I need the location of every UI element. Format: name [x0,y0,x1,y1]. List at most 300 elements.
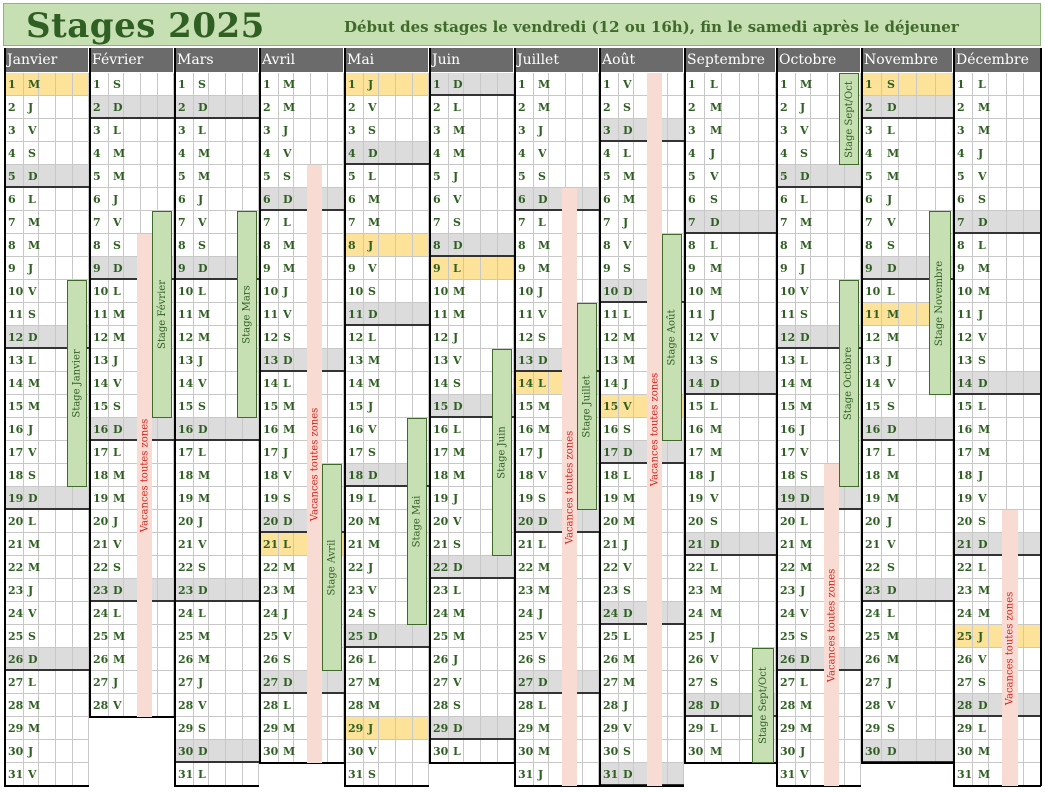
day-number: 13 [865,354,881,367]
stage-bar [492,349,512,556]
day-row [174,73,259,96]
day-letter: V [453,676,462,689]
day-number: 27 [263,676,279,689]
day-number: 3 [433,124,441,137]
grid-line [704,556,705,579]
grid-line [193,165,194,188]
day-number: 12 [433,331,449,344]
day-row [953,96,1041,119]
day-letter: M [978,285,991,298]
day-number: 8 [688,239,696,252]
grid-line [704,487,705,510]
grid-line [1006,464,1007,487]
vacances-bar [824,464,839,786]
stage-bar [152,211,172,418]
grid-line [810,303,811,326]
day-row [429,234,514,257]
grid-line [739,533,740,556]
day-number: 26 [957,653,973,666]
day-number: 29 [957,722,973,735]
grid-line [533,119,534,142]
day-row [684,211,776,234]
grid-line [582,142,583,165]
day-number: 19 [433,492,449,505]
grid-line [721,533,722,556]
day-number: 3 [780,124,788,137]
month-bottom-border [776,785,861,787]
stage-bar [67,280,87,487]
month-border [344,48,346,786]
grid-line [38,326,39,349]
day-letter: D [538,354,548,367]
day-letter: D [28,492,38,505]
day-letter: M [623,170,636,183]
day-letter: J [710,308,716,321]
day-number: 11 [263,308,279,321]
day-number: 26 [93,653,109,666]
grid-line [582,234,583,257]
grid-line [463,717,464,740]
day-letter: J [887,515,893,528]
grid-line [881,740,882,763]
day-letter: D [28,170,38,183]
grid-line [38,257,39,280]
grid-line [721,73,722,96]
grid-line [293,165,294,188]
grid-line [157,142,158,165]
day-number: 20 [348,515,364,528]
grid-line [23,96,24,119]
day-letter: V [28,768,37,781]
day-number: 2 [433,101,441,114]
day-number: 7 [518,216,526,229]
day-letter: D [887,584,897,597]
grid-line [157,487,158,510]
day-letter: S [28,308,36,321]
day-letter: M [710,423,723,436]
day-letter: S [453,538,461,551]
grid-line [412,349,413,372]
grid-line [795,142,796,165]
day-letter: J [800,101,806,114]
grid-line [55,73,56,96]
day-number: 18 [957,469,973,482]
grid-line [225,303,226,326]
grid-line [935,418,936,441]
grid-line [548,510,549,533]
day-row [599,73,684,96]
day-number: 14 [8,377,24,390]
day-letter: M [368,377,381,390]
day-row [344,119,429,142]
grid-line [739,464,740,487]
day-number: 23 [603,584,619,597]
day-row [953,188,1041,211]
grid-line [395,418,396,441]
day-number: 25 [8,630,24,643]
grid-line [721,395,722,418]
day-number: 29 [865,722,881,735]
day-number: 31 [348,768,364,781]
day-letter: L [800,354,808,367]
grid-line [739,418,740,441]
day-letter: V [538,147,547,160]
grid-line [1006,487,1007,510]
grid-line [395,211,396,234]
grid-line [935,464,936,487]
grid-line [480,395,481,418]
day-row [429,73,514,96]
grid-line [1023,533,1024,556]
grid-line [378,740,379,763]
day-number: 17 [780,446,796,459]
day-number: 7 [8,216,16,229]
grid-line [898,602,899,625]
day-letter: M [978,423,991,436]
day-letter: L [283,699,291,712]
grid-line [293,602,294,625]
day-letter: S [710,193,718,206]
grid-line [412,671,413,694]
grid-line [1006,165,1007,188]
day-row [259,211,344,234]
day-number: 11 [93,308,109,321]
day-letter: S [283,492,291,505]
day-number: 3 [178,124,186,137]
grid-line [157,165,158,188]
page-title: Stages 2025 [26,6,265,46]
day-number: 2 [780,101,788,114]
grid-line [448,73,449,96]
grid-line [810,326,811,349]
day-number: 27 [433,676,449,689]
grid-line [935,487,936,510]
day-number: 1 [8,78,16,91]
grid-line [293,671,294,694]
grid-line [667,96,668,119]
day-row [344,73,429,96]
grid-line [242,119,243,142]
grid-line [157,671,158,694]
day-letter: J [978,308,984,321]
grid-line [533,234,534,257]
day-number: 11 [603,308,619,321]
grid-line [795,119,796,142]
grid-line [497,280,498,303]
day-number: 14 [518,377,534,390]
grid-line [582,740,583,763]
grid-line [310,142,311,165]
grid-line [395,280,396,303]
grid-line [810,280,811,303]
grid-line [582,717,583,740]
grid-line [293,625,294,648]
grid-line [55,625,56,648]
day-letter: M [800,400,813,413]
grid-line [916,188,917,211]
day-letter: J [800,584,806,597]
day-letter: M [198,653,211,666]
day-letter: M [198,469,211,482]
day-row [429,142,514,165]
day-number: 15 [780,400,796,413]
grid-line [988,188,989,211]
month-header: Septembre [684,48,776,72]
grid-line [497,740,498,763]
month-bottom-border [344,785,429,787]
grid-line [810,625,811,648]
grid-line [463,579,464,602]
day-number: 21 [8,538,24,551]
vacances-bar-label: Vacances toutes zones [1004,591,1016,705]
grid-line [293,441,294,464]
grid-line [242,441,243,464]
grid-line [704,602,705,625]
grid-line [988,395,989,418]
grid-line [881,257,882,280]
day-letter: S [623,262,631,275]
day-row [599,211,684,234]
day-letter: L [538,377,546,390]
day-number: 10 [688,285,704,298]
grid-line [704,510,705,533]
grid-line [72,625,73,648]
day-letter: M [623,331,636,344]
grid-line [72,763,73,786]
grid-line [972,188,973,211]
stage-bar-label: Stage Février [156,280,168,349]
day-letter: M [887,170,900,183]
month-border [599,48,601,786]
grid-line [758,464,759,487]
stage-bar-label: Stage Avril [326,539,338,596]
grid-line [827,165,828,188]
grid-line [123,395,124,418]
day-letter: S [887,722,895,735]
day-letter: V [887,377,896,390]
month-border [861,48,863,763]
grid-line [1023,234,1024,257]
grid-line [23,234,24,257]
day-number: 1 [865,78,873,91]
day-letter: S [283,653,291,666]
grid-line [1023,602,1024,625]
grid-line [739,188,740,211]
grid-line [395,349,396,372]
day-number: 17 [93,446,109,459]
month-header: Juin [429,48,514,72]
grid-line [123,441,124,464]
day-letter: M [113,469,126,482]
grid-line [935,694,936,717]
day-letter: V [887,538,896,551]
grid-line [108,211,109,234]
grid-line [739,671,740,694]
day-letter: L [710,722,718,735]
grid-line [327,142,328,165]
day-letter: M [800,561,813,574]
day-letter: D [887,262,897,275]
grid-line [633,602,634,625]
day-row [89,142,174,165]
day-number: 19 [8,492,24,505]
day-number: 17 [8,446,24,459]
day-letter: M [283,78,296,91]
grid-line [363,119,364,142]
day-letter: L [538,216,546,229]
day-letter: V [28,446,37,459]
day-number: 12 [865,331,881,344]
day-row [89,119,174,142]
grid-line [633,372,634,395]
day-number: 22 [93,561,109,574]
day-number: 13 [93,354,109,367]
day-number: 9 [518,262,526,275]
grid-line [157,96,158,119]
day-number: 22 [178,561,194,574]
day-letter: S [623,423,631,436]
grid-line [881,372,882,395]
grid-line [38,188,39,211]
grid-line [293,142,294,165]
day-row [599,142,684,165]
grid-line [23,211,24,234]
day-letter: D [453,78,463,91]
day-letter: L [453,745,461,758]
grid-line [935,602,936,625]
day-number: 3 [865,124,873,137]
grid-line [278,188,279,211]
grid-line [412,625,413,648]
month-border [4,48,6,786]
grid-line [72,234,73,257]
day-number: 14 [865,377,881,390]
grid-line [225,510,226,533]
day-letter: V [887,699,896,712]
grid-line [721,372,722,395]
grid-line [758,556,759,579]
grid-line [123,257,124,280]
grid-line [667,671,668,694]
day-row [684,234,776,257]
grid-line [704,326,705,349]
day-letter: L [887,285,895,298]
grid-line [533,96,534,119]
month-bottom-border [599,785,684,787]
grid-line [916,648,917,671]
grid-line [739,73,740,96]
grid-line [898,234,899,257]
grid-line [667,188,668,211]
day-number: 5 [348,170,356,183]
grid-line [293,464,294,487]
day-number: 1 [263,78,271,91]
grid-line [208,280,209,303]
grid-line [739,717,740,740]
day-number: 28 [518,699,534,712]
day-letter: V [623,722,632,735]
day-letter: J [368,561,374,574]
grid-line [23,119,24,142]
day-letter: M [28,538,41,551]
day-number: 30 [8,745,24,758]
day-letter: M [978,745,991,758]
grid-line [704,119,705,142]
grid-line [225,418,226,441]
day-row [861,165,953,188]
grid-line [395,257,396,280]
grid-line [633,303,634,326]
grid-line [1023,694,1024,717]
grid-line [378,418,379,441]
grid-line [72,556,73,579]
day-letter: V [623,239,632,252]
day-letter: J [538,285,544,298]
day-letter: V [710,653,719,666]
day-number: 6 [780,193,788,206]
day-letter: L [198,285,206,298]
grid-line [1023,349,1024,372]
day-number: 19 [263,492,279,505]
grid-line [721,694,722,717]
grid-line [1023,740,1024,763]
day-number: 27 [518,676,534,689]
grid-line [327,303,328,326]
day-letter: M [283,745,296,758]
grid-line [582,533,583,556]
stage-bar-label: Stage Novembre [934,260,946,346]
grid-line [827,441,828,464]
grid-line [739,257,740,280]
day-row [776,165,861,188]
day-number: 1 [603,78,611,91]
grid-line [758,96,759,119]
vacances-bar-label: Vacances toutes zones [826,568,838,682]
day-letter: M [28,561,41,574]
grid-line [480,188,481,211]
grid-line [412,211,413,234]
day-number: 13 [780,354,796,367]
grid-line [55,326,56,349]
grid-line [412,740,413,763]
day-letter: J [710,630,716,643]
day-number: 31 [8,768,24,781]
month-bottom-border [861,762,953,764]
day-letter: M [283,561,296,574]
day-number: 18 [348,469,364,482]
grid-line [327,441,328,464]
day-letter: S [368,768,376,781]
day-letter: M [978,768,991,781]
grid-line [988,464,989,487]
stage-bar [407,418,427,625]
day-letter: L [453,584,461,597]
grid-line [844,648,845,671]
grid-line [667,441,668,464]
stage-bar [322,464,342,671]
grid-line [140,73,141,96]
grid-line [1006,211,1007,234]
grid-line [293,694,294,717]
grid-line [208,119,209,142]
grid-line [533,73,534,96]
grid-line [327,671,328,694]
grid-line [916,602,917,625]
grid-line [827,418,828,441]
grid-line [395,326,396,349]
grid-line [827,73,828,96]
grid-line [157,648,158,671]
